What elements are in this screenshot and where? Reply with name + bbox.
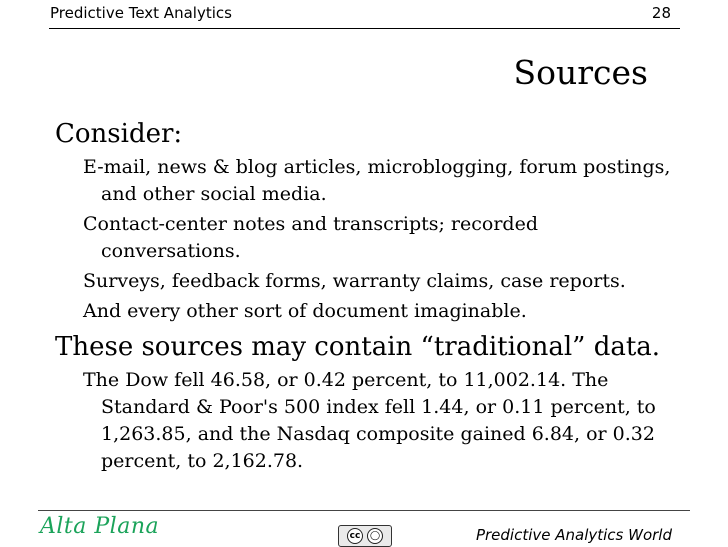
section-heading-traditional-data: These sources may contain “traditional” data. bbox=[55, 332, 661, 362]
list-item: Contact-center notes and transcripts; recorded conversations. bbox=[83, 213, 538, 262]
by-icon: ◯ bbox=[367, 528, 383, 544]
consider-list bbox=[55, 154, 675, 325]
section-heading-consider: Consider: bbox=[55, 119, 183, 149]
creative-commons-badge bbox=[338, 525, 392, 547]
list-item: And every other sort of document imaginable. bbox=[83, 300, 527, 322]
list-item: Surveys, feedback forms, warranty claims, case reports. bbox=[83, 270, 626, 292]
cc-icon: cc bbox=[347, 528, 363, 544]
header-divider bbox=[49, 28, 680, 29]
footer-event-name: Predictive Analytics World bbox=[475, 526, 672, 544]
alta-plana-logo: Alta Plana bbox=[40, 514, 160, 539]
slide-title: Sources bbox=[513, 53, 648, 92]
slide-body bbox=[55, 118, 675, 478]
header-title: Predictive Text Analytics bbox=[50, 4, 232, 22]
list-item: The Dow fell 46.58, or 0.42 percent, to 11,002.14. The Standard & Poor's 500 index fell 1.44, or 0.11 percent, to 1,263.85, and the Nasdaq composite gained 6.84, or 0.32 percent, to 2,162.78. bbox=[83, 369, 656, 472]
list-item: E-mail, news & blog articles, microblogging, forum postings, and other social media. bbox=[83, 156, 671, 205]
example-list bbox=[55, 367, 675, 475]
footer-divider bbox=[38, 510, 690, 511]
page-number: 28 bbox=[651, 4, 671, 22]
